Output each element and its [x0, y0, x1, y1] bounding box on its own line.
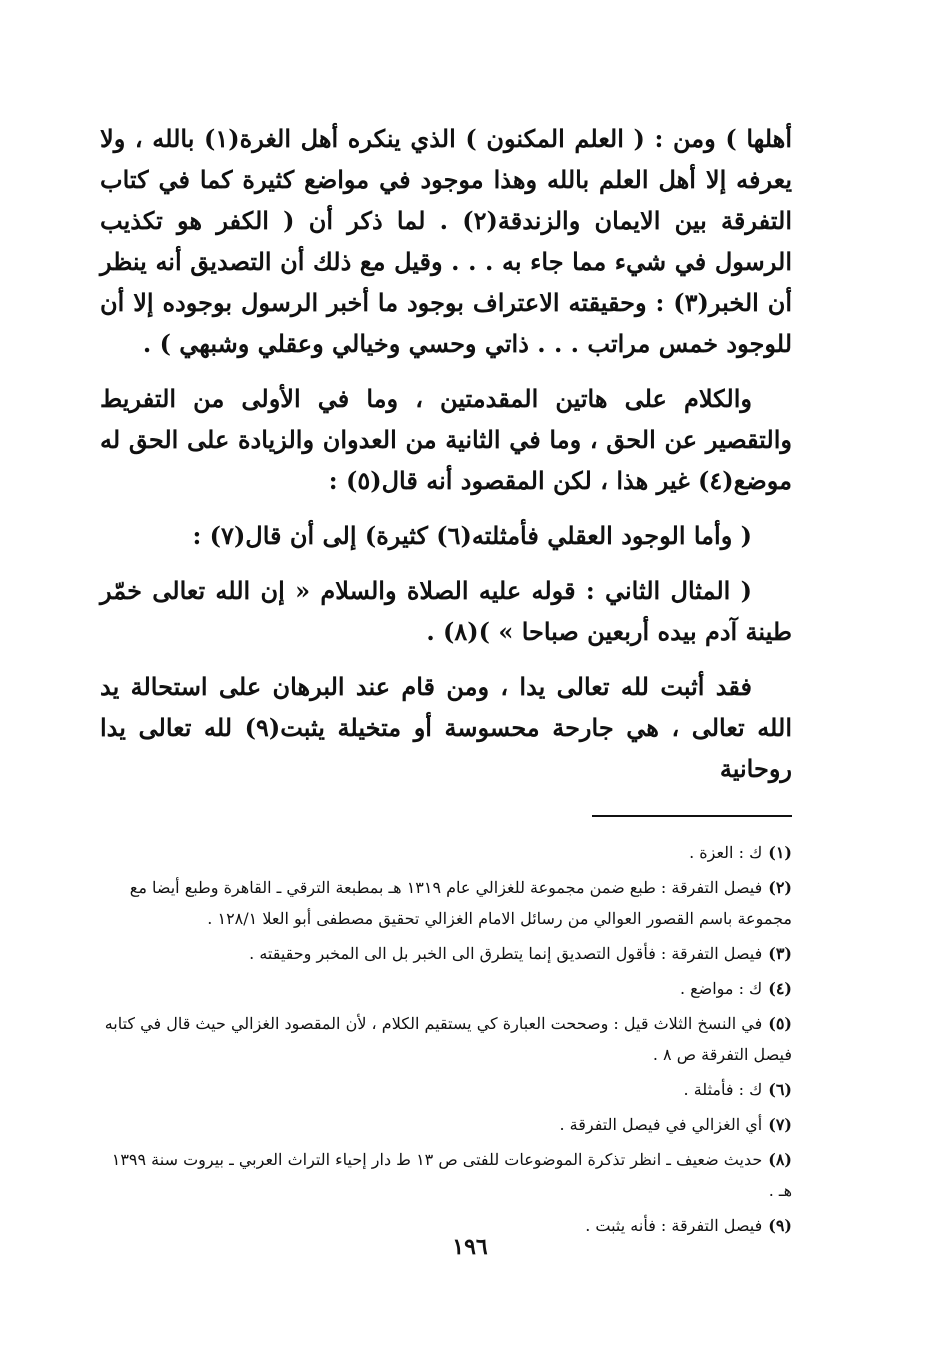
- footnote-3: [100, 938, 792, 969]
- body-paragraph-1: أهلها ) ومن : ( العلم المكنون ) الذي ينكره أهل الغرة(١) بالله ، ولا يعرفه إلا أهل العلم بالله وهذا موجود في مواضع كثيرة كما في كتاب التفرقة بين الايمان والزندقة(٢) . لما ذكر أن ( الكفر هو تكذيب الرسول في شيء مما جاء به . . . وقيل مع ذلك أن التصديق أنه ينظر أن الخبر(٣) : وحقيقته الاعتراف بوجود ما أخبر الرسول بوجوده إلا أن للوجود خمس مراتب . . . ذاتي وحسي وخيالي وعقلي وشبهي ) .: [100, 124, 792, 358]
- footnote-number: (٢): [768, 878, 792, 897]
- footnote-number: (٨): [768, 1150, 792, 1169]
- footnote-text: حديث ضعيف ـ انظر تذكرة الموضوعات للفتى ص ١٣ ط دار إحياء التراث العربي ـ بيروت سنة ١٣٩٩ هـ .: [111, 1150, 792, 1200]
- footnote-7: [100, 1109, 792, 1140]
- footnote-text: فيصل التفرقة : فأقول التصديق إنما يتطرق الى الخبر بل الى المخبر وحقيقته .: [249, 944, 763, 963]
- footnote-6: [100, 1074, 792, 1105]
- footnote-number: (٤): [768, 979, 792, 998]
- footnote-8: [100, 1144, 792, 1206]
- footnote-divider: [592, 815, 792, 817]
- body-paragraph-3: ( وأما الوجود العقلي فأمثلته(٦) كثيرة) إلى أن قال(٧) :: [192, 521, 752, 550]
- footnote-text: فيصل التفرقة : فأنه يثبت .: [585, 1216, 763, 1235]
- footnote-text: في النسخ الثلاث قيل : وصححت العبارة كي يستقيم الكلام ، لأن المقصود الغزالي حيث قال في كتابه فيصل التفرقة ص ٨ .: [104, 1014, 792, 1064]
- footnote-2: [100, 872, 792, 934]
- body-paragraph-5: فقد أثبت لله تعالى يدا ، ومن قام عند البرهان على استحالة يد الله تعالى ، هي جارحة محسوسة أو متخيلة يثبت(٩) لله تعالى يدا روحانية: [100, 672, 792, 783]
- footnote-text: ك : العزة .: [689, 843, 763, 862]
- footnote-number: (٧): [768, 1115, 792, 1134]
- footnote-5: [100, 1008, 792, 1070]
- footnote-number: (١): [768, 843, 792, 862]
- footnote-text: أي الغزالي في فيصل التفرقة .: [559, 1115, 763, 1134]
- footnote-text: فيصل التفرقة : طبع ضمن مجموعة للغزالي عام ١٣١٩ هـ بمطبعة الترقي ـ القاهرة وطبع أيضا مع مجموعة باسم القصور العوالي من رسائل الامام الغزالي تحقيق مصطفى أبو العلا ١٢٨/١ .: [129, 878, 792, 928]
- footnote-text: ك : فأمثلة .: [683, 1080, 763, 1099]
- page-number: ١٩٦: [452, 1234, 488, 1260]
- footnote-1: [100, 837, 792, 868]
- body-paragraph-4: ( المثال الثاني : قوله عليه الصلاة والسلام « إن الله تعالى خمّر طينة آدم بيده أربعين صباحا » )(٨) .: [100, 576, 792, 646]
- footnote-4: [100, 973, 792, 1004]
- footnote-number: (٥): [768, 1014, 792, 1033]
- footnote-number: (٣): [768, 944, 792, 963]
- page-body: [100, 118, 792, 1245]
- footnotes-list: [100, 837, 792, 1241]
- footnote-text: ك : مواضع .: [679, 979, 763, 998]
- footnote-number: (٩): [768, 1216, 792, 1235]
- body-paragraph-2: والكلام على هاتين المقدمتين ، وما في الأولى من التفريط والتقصير عن الحق ، وما في الثانية من العدوان والزيادة على الحق له موضع(٤) غير هذا ، لكن المقصود أنه قال(٥) :: [100, 384, 792, 495]
- footnote-number: (٦): [768, 1080, 792, 1099]
